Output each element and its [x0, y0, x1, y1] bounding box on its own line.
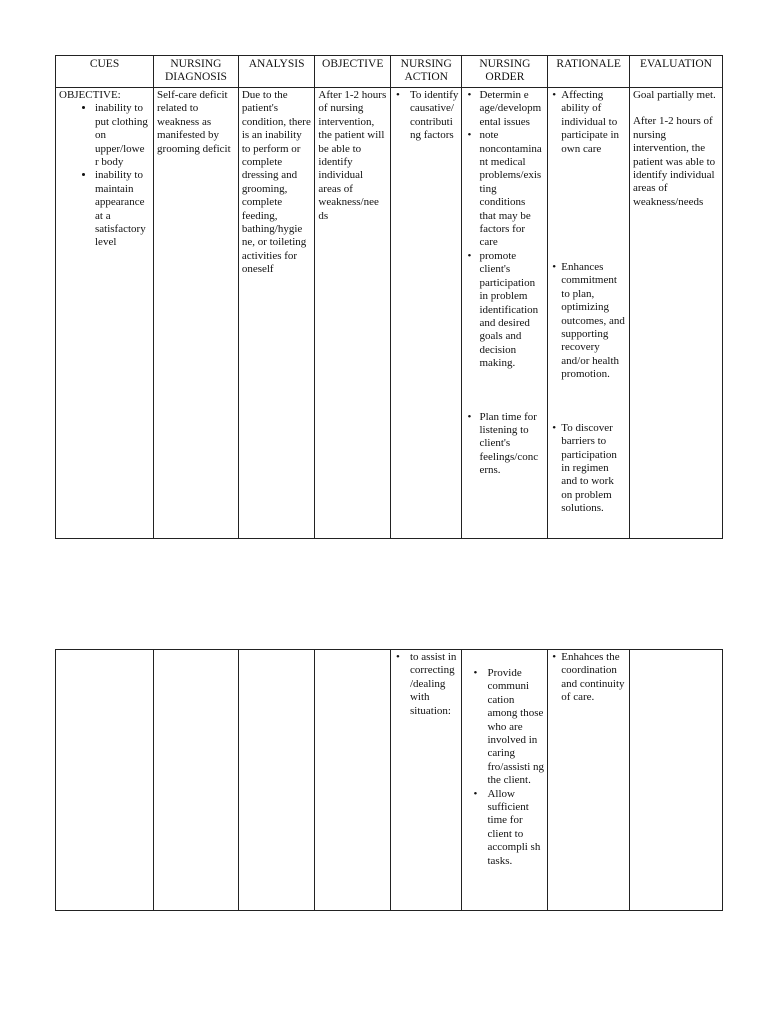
order-cell	[462, 88, 548, 539]
table-row	[56, 88, 723, 539]
list-item: • Enhances commitment to plan, optimizing outcomes, and supporting recovery and/or health promotion.	[561, 261, 626, 382]
header-rationale: RATIONALE	[548, 56, 630, 88]
evaluation-status: Goal partially met.	[632, 89, 716, 101]
analysis-cell: Due to the patient's condition, there is an inability to perform or complete dressing and grooming, complete feeding, bathing/hygie ne, or toileting activities for oneself	[238, 88, 315, 539]
list-item: • note noncontamina nt medical problems/exis ting conditions that may be factors for care	[479, 129, 544, 250]
table-row	[56, 650, 723, 911]
care-plan-table-continued	[55, 649, 723, 911]
list-item: • to assist in correcting /dealing with situation:	[410, 651, 459, 718]
analysis-cell	[238, 650, 315, 911]
order-cell	[462, 650, 548, 911]
evaluation-cell	[629, 650, 722, 911]
evaluation-detail: After 1-2 hours of nursing intervention, the patient was able to identify individual areas of weakness/needs	[632, 115, 716, 208]
care-plan-table	[55, 55, 723, 539]
list-item: • Determin e age/developm ental issues	[479, 89, 544, 129]
header-objective: OBJECTIVE	[315, 56, 391, 88]
header-evaluation: EVALUATION	[629, 56, 722, 88]
list-item: • Allow sufficient time for client to accompli sh tasks.	[487, 788, 544, 868]
rationale-cell	[548, 88, 630, 539]
list-item: • promote client's participation in problem identification and desired goals and decision making.	[479, 250, 544, 371]
list-item: • Affecting ability of individual to participate in own care	[561, 89, 626, 156]
rationale-cell	[548, 650, 630, 911]
cues-label: OBJECTIVE:	[59, 89, 121, 101]
action-cell	[390, 650, 462, 911]
cues-cell	[56, 650, 154, 911]
objective-cell: After 1-2 hours of nursing intervention, the patient will be able to identify individual areas of weakness/nee ds	[315, 88, 391, 539]
objective-cell	[315, 650, 391, 911]
header-nursing-order: NURSING ORDER	[462, 56, 548, 88]
list-item: • To identify causative/ contributi ng factors	[410, 89, 459, 143]
cues-cell	[56, 88, 154, 539]
header-cues: CUES	[56, 56, 154, 88]
header-analysis: ANALYSIS	[238, 56, 315, 88]
list-item: • Plan time for listening to client's feelings/conc erns.	[479, 411, 544, 478]
header-nursing-diagnosis: NURSING DIAGNOSIS	[154, 56, 239, 88]
diagnosis-cell	[154, 650, 239, 911]
action-cell	[390, 88, 462, 539]
list-item: • inability to maintain appearance at a satisfactory level	[95, 169, 150, 249]
list-item: • Provide communi cation among those who are involved in caring fro/assisti ng the client.	[487, 667, 544, 788]
diagnosis-cell: Self-care deficit related to weakness as manifested by grooming deficit	[154, 88, 239, 539]
evaluation-cell	[629, 88, 722, 539]
list-item: • inability to put clothing on upper/lowe r body	[95, 102, 150, 169]
list-item: • To discover barriers to participation in regimen and to work on problem solutions.	[561, 422, 626, 516]
header-nursing-action: NURSING ACTION	[390, 56, 462, 88]
list-item: • Enhahces the coordination and continuity of care.	[561, 651, 626, 705]
header-row	[56, 56, 723, 88]
